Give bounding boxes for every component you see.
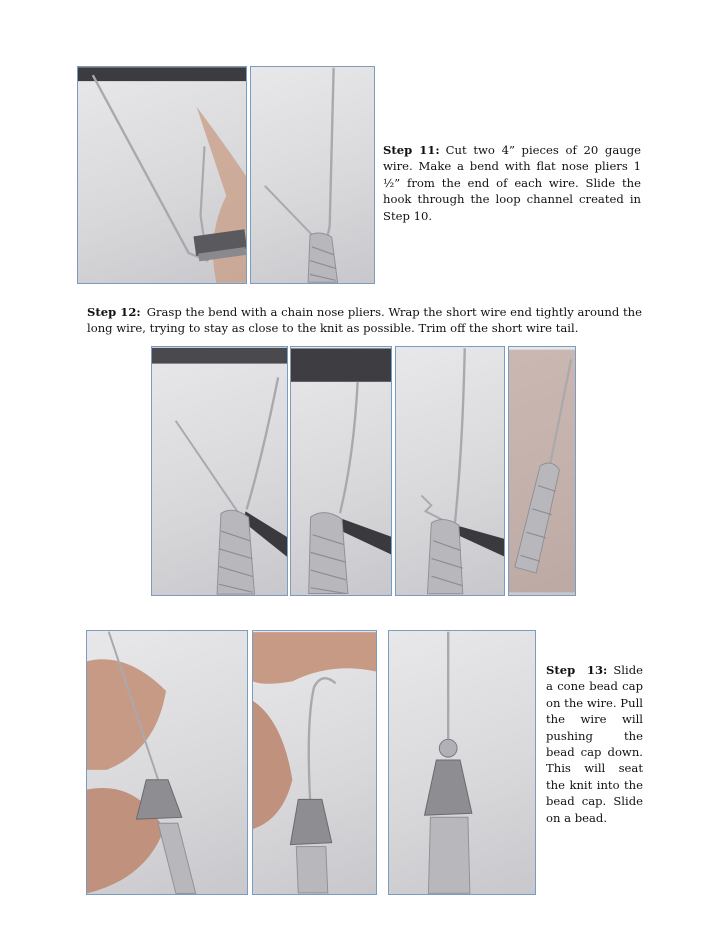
step11-label: Step 11: — [383, 143, 440, 157]
step13-label: Step 13: — [546, 663, 608, 677]
step11-photo-bend-wire — [77, 66, 247, 284]
step12-label: Step 12: — [87, 305, 141, 319]
step12-photo-wrap-finished — [508, 346, 576, 596]
step13-photo-bead-on-wire — [388, 630, 536, 895]
step12-photo-wrap-wire — [395, 346, 505, 596]
step12-text — [87, 304, 642, 337]
step11-instructions: Cut two 4” pieces of 20 gauge wire. Make a bend with flat nose pliers 1 ½” from the end of each wire. Slide the hook through the loop channel created in Step 10. — [383, 143, 641, 223]
step12-photo-wrap-start — [290, 346, 392, 596]
step13-photo-pull-wire — [252, 630, 377, 895]
step12-photo-grasp-bend — [151, 346, 288, 596]
step13-instructions: Slide a cone bead cap on the wire. Pull the wire will pushing the bead cap down. This will seat the knit into the bead cap. Slide on a bead. — [546, 663, 643, 825]
step11-text — [383, 142, 641, 224]
step11-photo-hook-through-knit — [250, 66, 375, 284]
step13-photo-slide-cap — [86, 630, 248, 895]
step13-text — [546, 662, 643, 826]
step12-instructions: Grasp the bend with a chain nose pliers. Wrap the short wire end tightly around the long wire, trying to stay as close to the knit as possible. Trim off the short wire tail. — [87, 305, 642, 336]
